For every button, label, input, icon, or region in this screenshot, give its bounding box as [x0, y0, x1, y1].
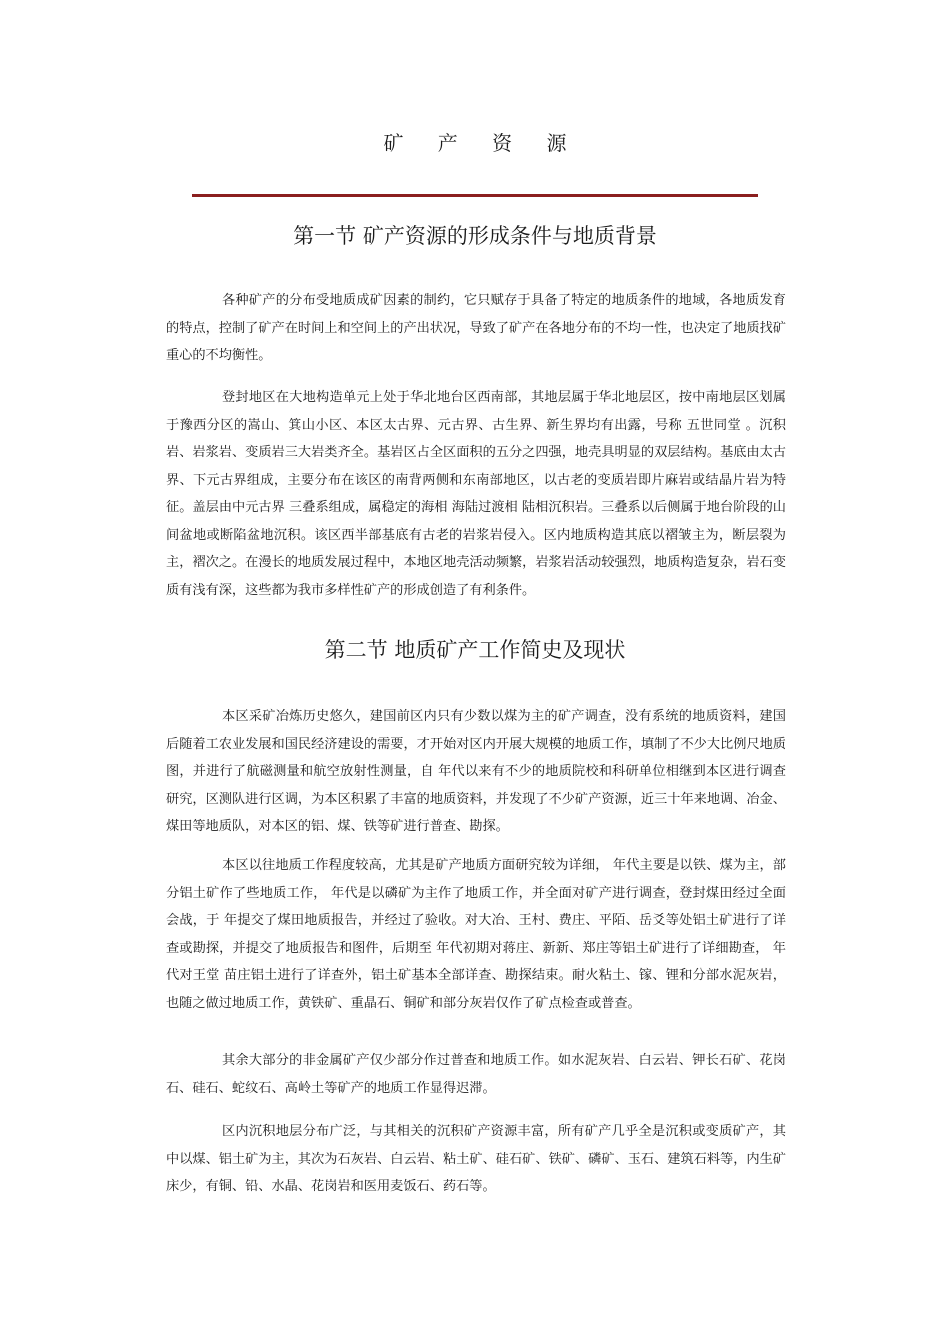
section-1-paragraph-1: 各种矿产的分布受地质成矿因素的制约，它只赋存于具备了特定的地质条件的地域，各地质发育的特点，控制了矿产在时间上和空间上的产出状况，导致了矿产在各地分布的不均一性，也决定了地质找矿重心的不均衡性。	[166, 293, 786, 363]
section-2-paragraph-1: 本区采矿冶炼历史悠久，建国前区内只有少数以煤为主的矿产调查，没有系统的地质资料，建国后随着工农业发展和国民经济建设的需要，才开始对区内开展大规模的地质工作，填制了不少大比例尺地质图，并进行了航磁测量和航空放射性测量，自 年代以来有不少的地质院校和科研单位相继到本区进行调查研究，区测队进行区调，为本区积累了丰富的地质资料，并发现了不少矿产资源，近三十年来地调、冶金、煤田等地质队，对本区的铝、煤、铁等矿进行普查、勘探。	[166, 709, 786, 834]
section-2-heading: 第二节 地质矿产工作简史及现状	[324, 638, 626, 662]
page-title: 矿 产 资 源	[383, 131, 581, 155]
section-2-paragraph-2: 本区以往地质工作程度较高，尤其是矿产地质方面研究较为详细， 年代主要是以铁、煤为主，部分铝土矿作了些地质工作， 年代是以磷矿为主作了地质工作，并全面对矿产进行调查，登封煤田经过全面会战，于 年提交了煤田地质报告，并经过了验收。对大冶、王村、费庄、平陌、岳爻等处铝土矿进行了详查或勘探，并提交了地质报告和图件，后期至 年代初期对蒋庄、新新、郑庄等铝土矿进行了详细勘查， 年代对王堂 苗庄铝土进行了详查外，铝土矿基本全部详查、勘探结束。耐火粘土、镓、锂和分部水泥灰岩，也随之做过地质工作，黄铁矿、重晶石、铜矿和部分灰岩仅作了矿点检查或普查。	[166, 858, 786, 1011]
section-1-heading: 第一节 矿产资源的形成条件与地质背景	[293, 224, 657, 248]
section-2-paragraph-4: 区内沉积地层分布广泛，与其相关的沉积矿产资源丰富，所有矿产几乎全是沉积或变质矿产，其中以煤、铝土矿为主，其次为石灰岩、白云岩、粘土矿、硅石矿、铁矿、磷矿、玉石、建筑石料等，内生矿床少，有铜、铅、水晶、花岗岩和医用麦饭石、药石等。	[166, 1124, 786, 1194]
title-divider	[192, 194, 758, 197]
section-1-paragraph-2: 登封地区在大地构造单元上处于华北地台区西南部，其地层属于华北地层区，按中南地层区划属于豫西分区的嵩山、箕山小区、本区太古界、元古界、古生界、新生界均有出露，号称 五世同堂 。沉积岩、岩浆岩、变质岩三大岩类齐全。基岩区占全区面积的五分之四强，地壳具明显的双层结构。基底由太古界、下元古界组成，主要分布在该区的南背两侧和东南部地区，以古老的变质岩即片麻岩或结晶片岩为特征。盖层由中元古界 三叠系组成，属稳定的海相 海陆过渡相 陆相沉积岩。三叠系以后侧属于地台阶段的山间盆地或断陷盆地沉积。该区西半部基底有古老的岩浆岩侵入。区内地质构造其底以褶皱主为，断层裂为主，褶次之。在漫长的地质发展过程中，本地区地壳活动频繁，岩浆岩活动较强烈，地质构造复杂，岩石变质有浅有深，这些都为我市多样性矿产的形成创造了有利条件。	[166, 390, 786, 598]
section-2-paragraph-3: 其余大部分的非金属矿产仅少部分作过普查和地质工作。如水泥灰岩、白云岩、钾长石矿、花岗石、硅石、蛇纹石、高岭土等矿产的地质工作显得迟滞。	[166, 1053, 786, 1096]
